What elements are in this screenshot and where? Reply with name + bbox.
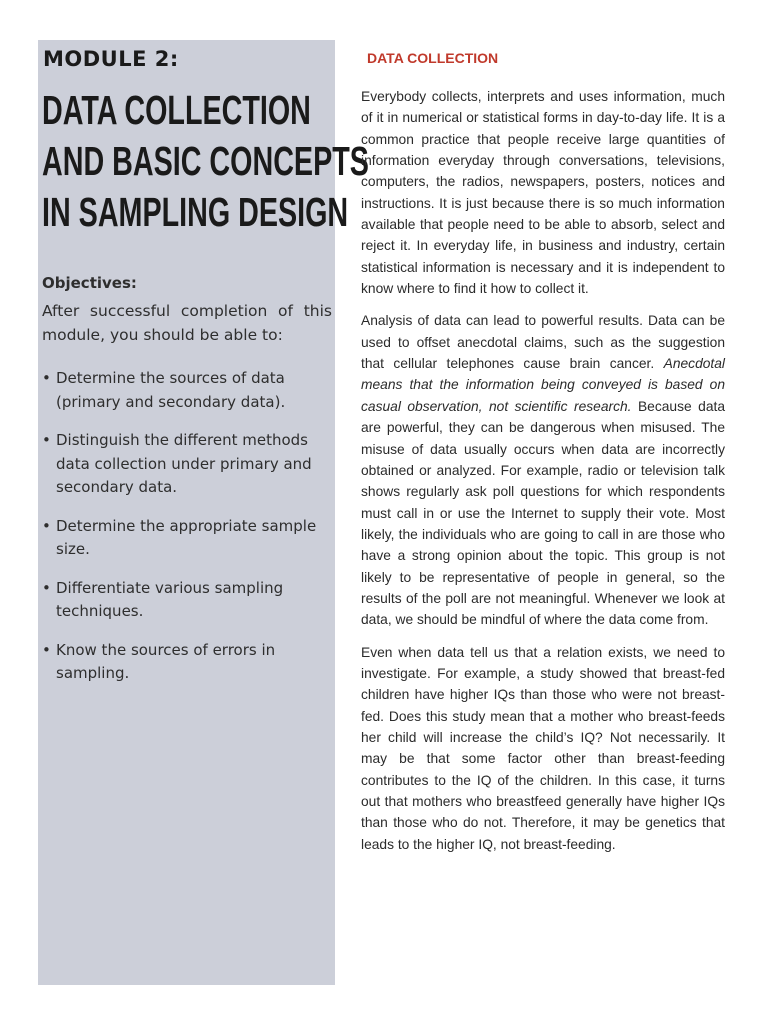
module-title-line: IN SAMPLING DESIGN xyxy=(42,189,349,235)
objective-text: Determine the appropriate sample size. xyxy=(56,516,317,558)
objective-item xyxy=(42,639,334,686)
module-title-line: AND BASIC CONCEPTS xyxy=(42,138,369,184)
bullet-icon: • xyxy=(42,578,51,597)
objectives-heading: Objectives: xyxy=(42,274,137,292)
module-label: MODULE 2: xyxy=(43,47,179,71)
bullet-icon: • xyxy=(42,516,51,535)
paragraph-text: Analysis of data can lead to powerful results. Data can be used to offset anecdotal claims, such as the suggestion that cellular telephones cause brain cancer. xyxy=(361,313,725,372)
paragraph-text: Because data are powerful, they can be dangerous when misused. The misuse of data usually occurs when data are incorrectly obtained or analyzed. For example, radio or television talk shows regularly ask poll questions for which respondents must call in or use the Internet to supply their vote. Most likely, the individuals who are going to call in are those who have a strong opinion about the topic. This group is not likely to be representative of people in general, so the results of the poll are not meaningful. Whenever we look at data, we should be mindful of where the data come from. xyxy=(361,398,725,628)
objective-text: Know the sources of errors in sampling. xyxy=(56,640,276,682)
paragraph: Even when data tell us that a relation exists, we need to investigate. For example, a study showed that breast-fed children have higher IQs than those who were not breast-fed. Does this study mean that a mother who breast-feeds her child will increase the child’s IQ? Not necessarily. It may be that some factor other than breast-feeding contributes to the IQ of the children. In this case, it turns out that mothers who breastfeed generally have higher IQs than those who do not. Therefore, it may be genetics that leads to the higher IQ, not breast-feeding. xyxy=(361,644,725,852)
bullet-icon: • xyxy=(42,640,51,659)
paragraph: Everybody collects, interprets and uses information, much of it in numerical or statistical forms in day-to-day life. It is a common practice that people receive large quantities of information everyday through conversations, televisions, computers, the radios, newspapers, posters, notices and instructions. It is just because there is so much information available that people need to be able to absorb, select and reject it. In everyday life, in business and industry, certain statistical information is necessary and it is independent to know where to find it how to collect it. xyxy=(361,89,725,297)
section-heading: DATA COLLECTION xyxy=(367,50,499,66)
paragraph-italic-text: Anecdotal means that the information being conveyed is based on casual observation, not scientific research. xyxy=(361,356,725,414)
objective-item xyxy=(42,367,334,414)
objective-text: Differentiate various sampling techniques. xyxy=(56,578,284,620)
objectives-list xyxy=(42,367,334,686)
bullet-icon: • xyxy=(42,369,51,387)
objectives-intro: After successful completion of this module, you should be able to: xyxy=(42,302,332,344)
objective-item xyxy=(42,429,334,500)
module-sidebar xyxy=(38,40,369,985)
bullet-icon: • xyxy=(42,431,51,449)
objective-text: Distinguish the different methods data collection under primary and secondary data. xyxy=(56,431,312,496)
objective-text: Determine the sources of data (primary and secondary data). xyxy=(56,369,286,411)
paragraph xyxy=(361,310,725,630)
module-title xyxy=(42,85,369,238)
objective-item xyxy=(42,515,334,562)
main-content xyxy=(361,48,725,855)
objective-item xyxy=(42,577,334,624)
module-title-line: DATA COLLECTION xyxy=(42,87,311,133)
